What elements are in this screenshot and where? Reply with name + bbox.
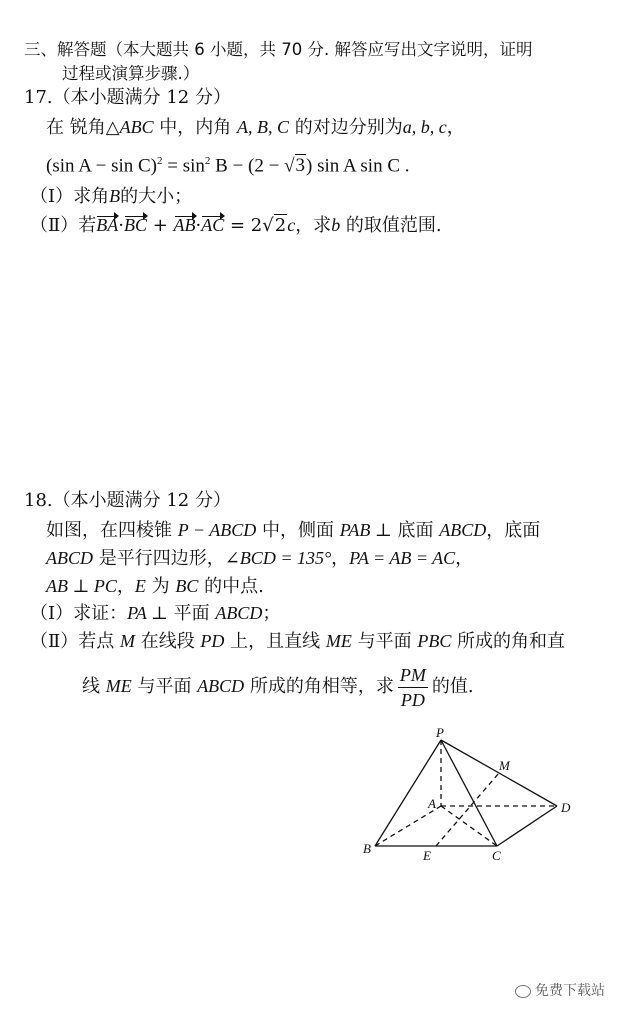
q18-part1: （Ⅰ）求证：PA ⊥ 平面 ABCD； [30,603,281,624]
q17-part1: （Ⅰ）求角B的大小； [30,186,193,207]
watermark: 免费下载站 [515,980,605,1000]
q17-header: 17.（本小题满分 12 分） [24,87,231,108]
section-heading-cont: 过程或演算步骤.） [62,64,200,83]
q18-part2: （Ⅱ）若点 M 在线段 PD 上，且直线 ME 与平面 PBC 所成的角和直 [30,631,566,652]
q17-intro: 在 锐角△ABC 中，内角 A, B, C 的对边分别为a, b, c， [46,117,465,138]
edge-em [436,773,499,846]
edge-ac [441,806,497,846]
label-p: P [436,725,444,740]
label-m: M [499,758,510,773]
label-b: B [363,841,371,856]
q18-line2: ABCD 是平行四边形，∠BCD = 135°，PA = AB = AC， [46,548,474,569]
q18-header: 18.（本小题满分 12 分） [24,490,231,511]
q17-part2: （Ⅱ）若BA·BC + AB·AC = 2√2c，求b 的取值范围. [30,215,442,236]
label-a: A [428,796,436,811]
label-c: C [492,848,501,863]
fraction-pm-pd: $\frac{PM}{PD}$ [399,664,426,710]
section-heading: 三、解答题（本大题共 6 小题，共 70 分. 解答应写出文字说明，证明 [24,40,533,59]
edge-pb [375,740,441,846]
q18-part2-cont: 线 ME 与平面 ABCD 所成的角相等，求 $\frac{PM}{PD}$ 的值. [82,664,474,710]
label-e: E [423,848,431,863]
label-d: D [561,800,571,815]
q18-line3: AB ⊥ PC，E 为 BC 的中点. [46,576,264,597]
q18-line1: 如图，在四棱锥 P − ABCD 中，侧面 PAB ⊥ 底面 ABCD，底面 [46,520,541,541]
q17-equation: (sin $A - \sin C)^2 = \sin^2 B - (2 - √3)$ sin A sin C . [46,155,410,177]
edge-cd [497,806,557,846]
wechat-icon [515,985,531,998]
edge-ab [375,806,441,846]
